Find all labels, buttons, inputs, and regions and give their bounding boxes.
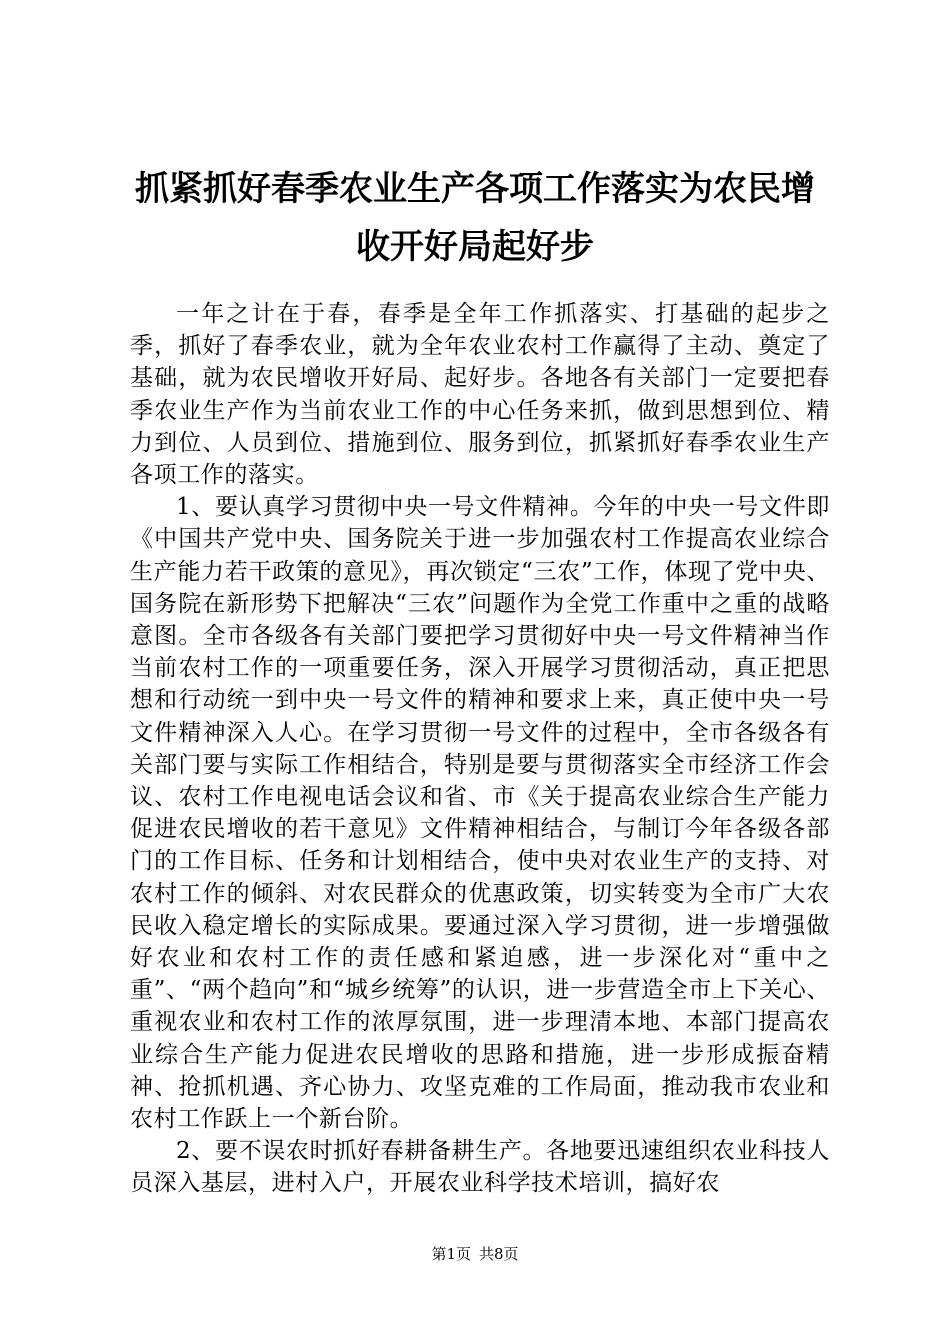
paragraph-item-2: 2、要不误农时抓好春耕备耕生产。各地要迅速组织农业科技人员深入基层，进村入户，开展农业科学技术培训，搞好农	[130, 1138, 830, 1197]
document-title	[100, 160, 850, 276]
paragraph-item-1: 1、要认真学习贯彻中央一号文件精神。今年的中央一号文件即《中国共产党中央、国务院关于进一步加强农村工作提高农业综合生产能力若干政策的意见》，再次锁定“三农”工作，体现了党中央、国务院在新形势下把解决“三农”问题作为全党工作重中之重的战略意图。全市各级各有关部门要把学习贯彻好中央一号文件精神当作当前农村工作的一项重要任务，深入开展学习贯彻活动，真正把思想和行动统一到中央一号文件的精神和要求上来，真正使中央一号文件精神深入人心。在学习贯彻一号文件的过程中，全市各级各有关部门要与实际工作相结合，特别是要与贯彻落实全市经济工作会议、农村工作电视电话会议和省、市《关于提高农业综合生产能力促进农民增收的若干意见》文件精神相结合，与制订今年各级各部门的工作目标、任务和计划相结合，使中央对农业生产的支持、对农村工作的倾斜、对农民群众的优惠政策，切实转变为全市广大农民收入稳定增长的实际成果。要通过深入学习贯彻，进一步增强做好农业和农村工作的责任感和紧迫感，进一步深化对“重中之重”、“两个趋向”和“城乡统筹”的认识，进一步营造全市上下关心、重视农业和农村工作的浓厚氛围，进一步理清本地、本部门提高农业综合生产能力促进农民增收的思路和措施，进一步形成振奋精神、抢抓机遇、齐心协力、攻坚克难的工作局面，推动我市农业和农村工作跃上一个新台阶。	[130, 494, 830, 1133]
page-footer	[0, 1244, 950, 1264]
document-body	[130, 298, 830, 1200]
document-title-line-2: 收开好局起好步	[356, 227, 594, 267]
paragraph-intro: 一年之计在于春，春季是全年工作抓落实、打基础的起步之季，抓好了春季农业，就为全年农业农村工作赢得了主动、奠定了基础，就为农民增收开好局、起好步。各地各有关部门一定要把春季农业生产作为当前农业工作的中心任务来抓，做到思想到位、精力到位、人员到位、措施到位、服务到位，抓紧抓好春季农业生产各项工作的落实。	[130, 301, 830, 489]
document-title-line-1: 抓紧抓好春季农业生产各项工作落实为农民增	[135, 169, 815, 209]
page-total: 共8页	[479, 1245, 519, 1263]
page-number: 第1页	[431, 1245, 471, 1263]
